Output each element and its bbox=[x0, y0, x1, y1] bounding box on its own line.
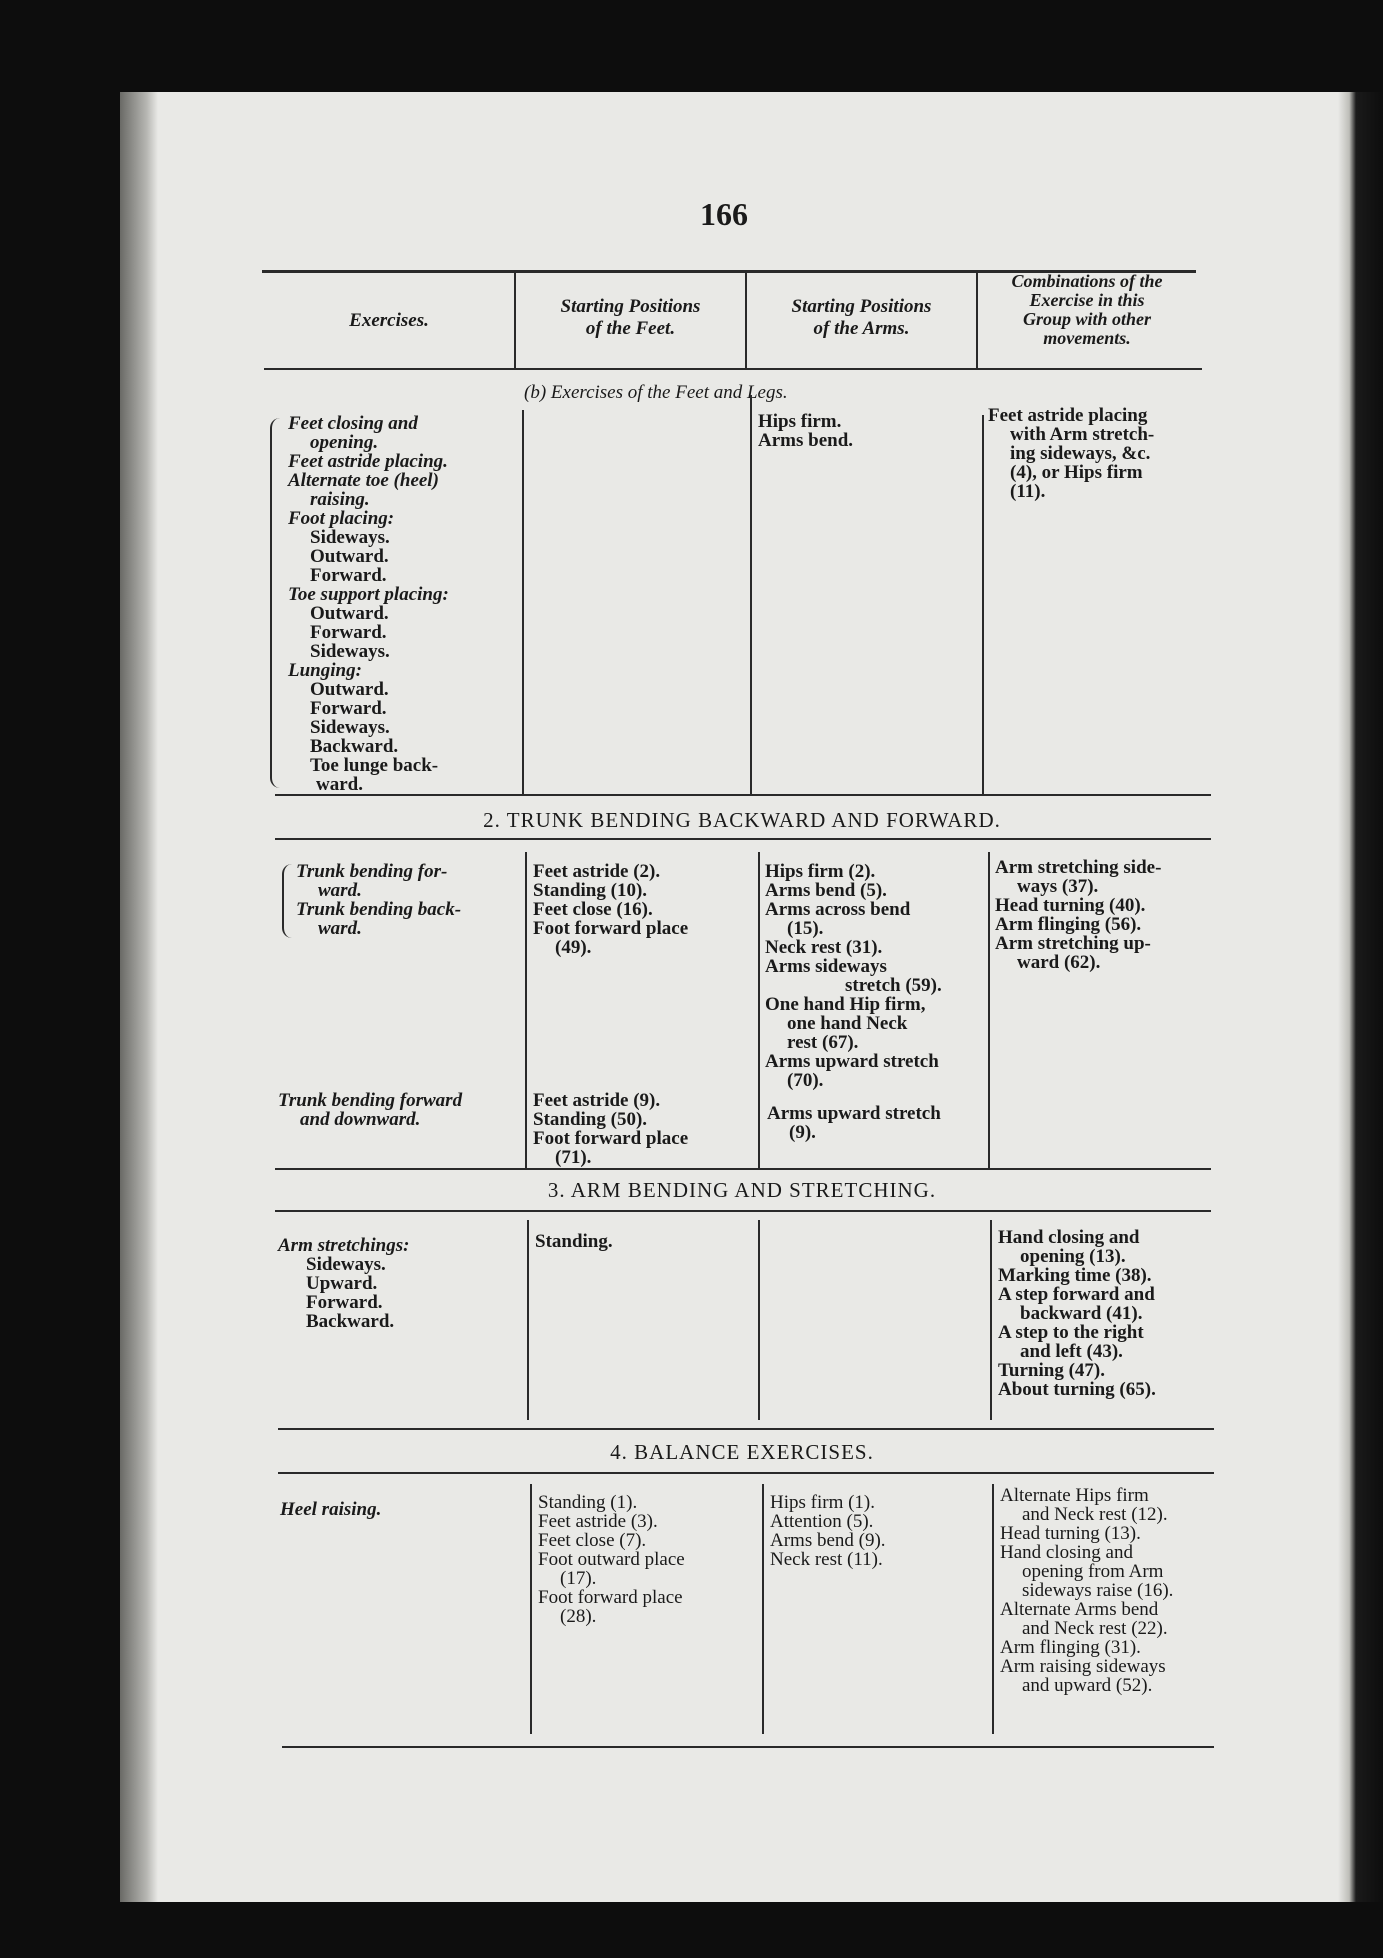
section-4-divider-1 bbox=[530, 1484, 532, 1734]
section-2-top-rule bbox=[275, 838, 1211, 840]
section-4-exercises: Heel raising. bbox=[280, 1499, 382, 1520]
section-3-feet: Standing. bbox=[535, 1231, 613, 1252]
section-3-exercises: Arm stretchings: Sideways. Upward. Forward. Backward. bbox=[278, 1235, 410, 1332]
section-3-divider-3 bbox=[990, 1220, 992, 1420]
header-combinations: Combinations of the Exercise in this Group with other movements. bbox=[1011, 271, 1163, 348]
section-2-exercises-b: Trunk bending forward and downward. bbox=[278, 1090, 463, 1130]
section-3-divider-1 bbox=[527, 1220, 529, 1420]
section-2-bottom-rule bbox=[275, 1168, 1211, 1170]
page-number: 166 bbox=[700, 196, 748, 232]
section-2-divider-1 bbox=[525, 852, 527, 1168]
header-exercises: Exercises. bbox=[349, 310, 429, 331]
section-b-brace bbox=[270, 418, 284, 788]
section-4-combinations: Alternate Hips firm and Neck rest (12). Head turning (13). Hand closing and opening from Arm sideways raise (16). Alternate Arms bend and Neck rest (22). Arm flinging (31). Arm raising sideways and upward (52). bbox=[1000, 1485, 1174, 1696]
section-b-bottom-rule bbox=[275, 794, 1211, 796]
section-4-top-rule bbox=[278, 1472, 1214, 1474]
section-2-title: 2. TRUNK BENDING BACKWARD AND FORWARD. bbox=[483, 808, 1001, 832]
section-3-combinations: Hand closing and opening (13). Marking time (38). A step forward and backward (41). A step to the right and left (43). Turning (47). About turning (65). bbox=[998, 1227, 1156, 1400]
section-4-feet: Standing (1). Feet astride (3). Feet close (7). Foot outward place (17). Foot forward place (28). bbox=[538, 1492, 685, 1627]
header-feet: Starting Positions of the Feet. bbox=[560, 296, 701, 339]
section-b-divider-1 bbox=[522, 410, 524, 794]
section-b-divider-3 bbox=[982, 415, 984, 794]
header-arms: Starting Positions of the Arms. bbox=[791, 296, 932, 339]
section-b-title: (b) Exercises of the Feet and Legs. bbox=[524, 382, 788, 403]
section-b-exercises: Feet closing and opening. Feet astride placing. Alternate toe (heel) raising. Foot placing: Sideways. Outward. Forward. Toe support placing: Outward. Forward. Sideways. Lunging: Outward. Forward. Sideways. Backward. Toe lunge back- ward. bbox=[288, 413, 449, 795]
section-4-divider-2 bbox=[762, 1484, 764, 1734]
section-4-arms: Hips firm (1). Attention (5). Arms bend (9). Neck rest (11). bbox=[770, 1492, 886, 1570]
section-4-bottom-rule bbox=[282, 1746, 1214, 1748]
section-3-divider-2 bbox=[758, 1220, 760, 1420]
section-b-divider-2 bbox=[750, 395, 752, 794]
section-3-title: 3. ARM BENDING AND STRETCHING. bbox=[547, 1178, 937, 1202]
section-2-brace bbox=[282, 864, 294, 938]
section-2-arms-b: Arms upward stretch (9). bbox=[767, 1103, 941, 1143]
section-2-combinations: Arm stretching side- ways (37). Head turning (40). Arm flinging (56). Arm stretching up- ward (62). bbox=[995, 857, 1162, 973]
section-b-arms: Hips firm. Arms bend. bbox=[758, 411, 854, 451]
header-bottom-rule bbox=[264, 368, 1202, 370]
section-4-divider-3 bbox=[992, 1484, 994, 1734]
section-2-feet-b: Feet astride (9). Standing (50). Foot forward place (71). bbox=[533, 1090, 689, 1168]
section-b-combinations: Feet astride placing with Arm stretch- ing sideways, &c. (4), or Hips firm (11). bbox=[988, 405, 1155, 502]
section-2-exercises-a: Trunk bending for- ward. Trunk bending back- ward. bbox=[296, 861, 462, 939]
section-3-bottom-rule bbox=[278, 1428, 1214, 1430]
section-2-divider-2 bbox=[758, 852, 760, 1168]
page-spine-shadow bbox=[120, 92, 158, 1902]
page-right-edge bbox=[1338, 92, 1383, 1902]
section-2-feet-a: Feet astride (2). Standing (10). Feet close (16). Foot forward place (49). bbox=[533, 861, 689, 958]
section-4-title: 4. BALANCE EXERCISES. bbox=[610, 1440, 874, 1464]
section-2-arms-a: Hips firm (2). Arms bend (5). Arms across bend (15). Neck rest (31). Arms sideways stretch (59). One hand Hip firm, one hand Neck rest (67). Arms upward stretch (70). bbox=[765, 861, 942, 1091]
section-3-top-rule bbox=[275, 1210, 1211, 1212]
